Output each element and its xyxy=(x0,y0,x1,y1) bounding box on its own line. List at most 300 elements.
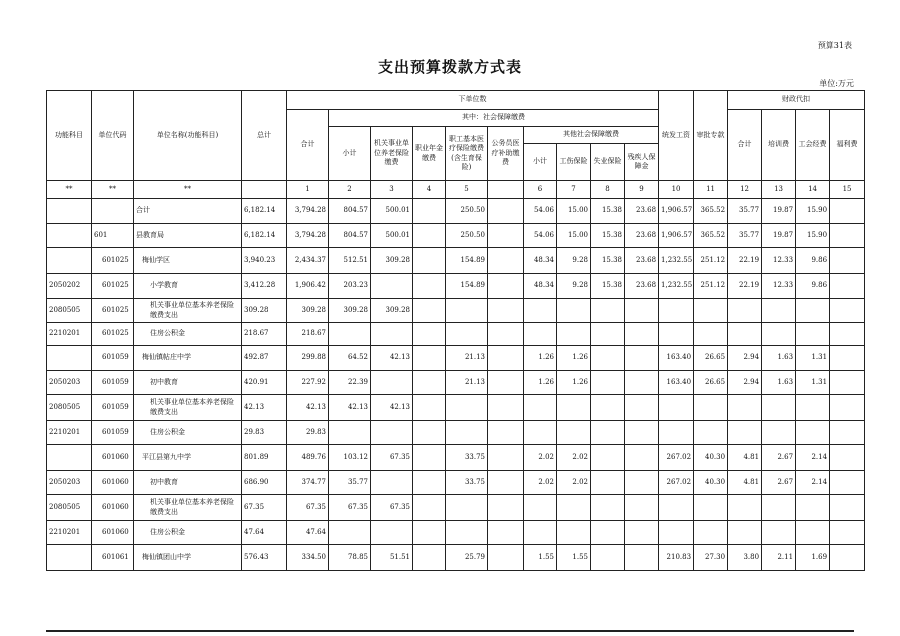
value-cell xyxy=(524,299,557,323)
header-salary: 统发工资 xyxy=(659,91,694,181)
value-cell: 33.75 xyxy=(446,471,488,495)
value-cell: 1.26 xyxy=(557,346,591,371)
value-cell: 9.28 xyxy=(557,248,591,274)
func-code-cell xyxy=(47,445,92,471)
header-medical: 职工基本医疗保险缴费(含生育保险) xyxy=(446,127,488,181)
value-cell xyxy=(591,346,625,371)
value-cell xyxy=(728,395,762,421)
unit-code-cell: 601025 xyxy=(92,274,134,299)
value-cell xyxy=(591,395,625,421)
unit-name-cell: 机关事业单位基本养老保险缴费支出 xyxy=(134,395,242,421)
value-cell: 2.14 xyxy=(796,445,830,471)
header-social-subtotal: 小计 xyxy=(329,127,371,181)
value-cell xyxy=(371,521,413,545)
value-cell: 2.02 xyxy=(557,445,591,471)
value-cell xyxy=(413,371,446,395)
value-cell: 23.68 xyxy=(625,248,659,274)
value-cell: 9.86 xyxy=(796,274,830,299)
value-cell: 42.13 xyxy=(242,395,287,421)
index-cell: 1 xyxy=(287,181,329,199)
value-cell xyxy=(413,395,446,421)
value-cell xyxy=(413,495,446,521)
func-code-cell: 2080505 xyxy=(47,299,92,323)
value-cell: 218.67 xyxy=(287,323,329,346)
index-cell: 8 xyxy=(591,181,625,199)
index-cell: 7 xyxy=(557,181,591,199)
value-cell xyxy=(762,299,796,323)
func-code-cell xyxy=(47,346,92,371)
unit-code-cell: 601059 xyxy=(92,371,134,395)
unit-name-cell: 平江县第九中学 xyxy=(134,445,242,471)
value-cell: 3,794.28 xyxy=(287,199,329,224)
unit-name-cell: 住房公积金 xyxy=(134,521,242,545)
unit-name-cell: 初中教育 xyxy=(134,371,242,395)
index-cell: 9 xyxy=(625,181,659,199)
value-cell: 25.79 xyxy=(446,545,488,571)
value-cell xyxy=(728,421,762,445)
value-cell: 29.83 xyxy=(242,421,287,445)
value-cell: 22.39 xyxy=(329,371,371,395)
value-cell xyxy=(830,346,865,371)
value-cell: 15.00 xyxy=(557,199,591,224)
header-fin-total: 合计 xyxy=(728,110,762,181)
header-pension: 机关事业单位养老保险缴费 xyxy=(371,127,413,181)
value-cell: 47.64 xyxy=(242,521,287,545)
index-cell: ** xyxy=(47,181,92,199)
table-header xyxy=(47,91,865,181)
value-cell: 42.13 xyxy=(329,395,371,421)
value-cell: 267.02 xyxy=(659,445,694,471)
index-cell: ** xyxy=(134,181,242,199)
value-cell xyxy=(413,199,446,224)
value-cell: 1,232.55 xyxy=(659,248,694,274)
value-cell: 47.64 xyxy=(287,521,329,545)
value-cell: 12.33 xyxy=(762,248,796,274)
value-cell xyxy=(762,495,796,521)
value-cell: 203.23 xyxy=(329,274,371,299)
value-cell: 40.30 xyxy=(694,445,728,471)
table-row xyxy=(47,274,865,299)
value-cell: 2.94 xyxy=(728,371,762,395)
value-cell xyxy=(488,521,524,545)
bottom-rule xyxy=(46,630,854,632)
index-cell: 6 xyxy=(524,181,557,199)
func-code-cell: 2050203 xyxy=(47,471,92,495)
value-cell: 19.87 xyxy=(762,224,796,248)
index-cell: 2 xyxy=(329,181,371,199)
value-cell: 3,794.28 xyxy=(287,224,329,248)
value-cell: 19.87 xyxy=(762,199,796,224)
value-cell: 21.13 xyxy=(446,346,488,371)
value-cell xyxy=(830,224,865,248)
value-cell xyxy=(694,421,728,445)
value-cell xyxy=(413,274,446,299)
value-cell xyxy=(488,445,524,471)
value-cell: 250.50 xyxy=(446,199,488,224)
unit-name-cell: 小学教育 xyxy=(134,274,242,299)
value-cell xyxy=(591,445,625,471)
value-cell: 15.90 xyxy=(796,199,830,224)
value-cell xyxy=(488,421,524,445)
value-cell: 35.77 xyxy=(728,199,762,224)
value-cell xyxy=(488,545,524,571)
unit-code-cell: 601059 xyxy=(92,346,134,371)
value-cell: 26.65 xyxy=(694,371,728,395)
index-cell: 4 xyxy=(413,181,446,199)
func-code-cell xyxy=(47,545,92,571)
value-cell: 154.89 xyxy=(446,248,488,274)
value-cell xyxy=(488,274,524,299)
value-cell: 309.28 xyxy=(287,299,329,323)
value-cell: 334.50 xyxy=(287,545,329,571)
value-cell: 2.67 xyxy=(762,471,796,495)
value-cell xyxy=(659,495,694,521)
value-cell: 67.35 xyxy=(371,445,413,471)
value-cell xyxy=(830,323,865,346)
value-cell xyxy=(557,395,591,421)
value-cell: 27.30 xyxy=(694,545,728,571)
value-cell xyxy=(446,521,488,545)
unit-name-cell: 梅仙镇团山中学 xyxy=(134,545,242,571)
value-cell xyxy=(524,323,557,346)
value-cell: 1.31 xyxy=(796,346,830,371)
value-cell: 22.19 xyxy=(728,248,762,274)
index-row xyxy=(47,181,865,199)
value-cell xyxy=(591,299,625,323)
value-cell: 42.13 xyxy=(371,395,413,421)
value-cell xyxy=(625,471,659,495)
value-cell: 40.30 xyxy=(694,471,728,495)
unit-code-cell: 601060 xyxy=(92,521,134,545)
value-cell: 2,434.37 xyxy=(287,248,329,274)
value-cell xyxy=(659,299,694,323)
value-cell xyxy=(625,346,659,371)
value-cell: 309.28 xyxy=(329,299,371,323)
value-cell: 9.86 xyxy=(796,248,830,274)
value-cell: 512.51 xyxy=(329,248,371,274)
value-cell xyxy=(446,495,488,521)
value-cell: 210.83 xyxy=(659,545,694,571)
value-cell xyxy=(728,521,762,545)
index-cell: 13 xyxy=(762,181,796,199)
value-cell xyxy=(625,323,659,346)
value-cell: 42.13 xyxy=(287,395,329,421)
value-cell xyxy=(329,421,371,445)
value-cell xyxy=(488,248,524,274)
value-cell xyxy=(557,323,591,346)
value-cell: 15.38 xyxy=(591,248,625,274)
value-cell xyxy=(413,545,446,571)
value-cell xyxy=(371,323,413,346)
header-unemployment: 失业保险 xyxy=(591,144,625,181)
value-cell: 1.26 xyxy=(524,371,557,395)
value-cell: 103.12 xyxy=(329,445,371,471)
value-cell: 1,232.55 xyxy=(659,274,694,299)
value-cell: 1.55 xyxy=(557,545,591,571)
value-cell: 251.12 xyxy=(694,248,728,274)
value-cell xyxy=(830,371,865,395)
value-cell xyxy=(796,495,830,521)
header-social-ins-note: 其中：社会保障缴费 xyxy=(329,110,659,127)
value-cell: 267.02 xyxy=(659,471,694,495)
value-cell: 35.77 xyxy=(329,471,371,495)
value-cell: 1.55 xyxy=(524,545,557,571)
value-cell xyxy=(413,248,446,274)
unit-code-cell: 601 xyxy=(92,224,134,248)
value-cell: 576.43 xyxy=(242,545,287,571)
value-cell: 67.35 xyxy=(242,495,287,521)
value-cell: 15.90 xyxy=(796,224,830,248)
value-cell: 15.38 xyxy=(591,199,625,224)
value-cell: 1.69 xyxy=(796,545,830,571)
value-cell xyxy=(830,521,865,545)
header-other-subtotal: 小计 xyxy=(524,144,557,181)
value-cell: 420.91 xyxy=(242,371,287,395)
value-cell xyxy=(728,323,762,346)
value-cell: 15.38 xyxy=(591,274,625,299)
value-cell xyxy=(524,521,557,545)
value-cell: 9.28 xyxy=(557,274,591,299)
index-cell: 14 xyxy=(796,181,830,199)
value-cell xyxy=(591,323,625,346)
value-cell: 29.83 xyxy=(287,421,329,445)
value-cell xyxy=(625,445,659,471)
table-row xyxy=(47,199,865,224)
func-code-cell: 2210201 xyxy=(47,521,92,545)
value-cell xyxy=(625,545,659,571)
value-cell xyxy=(413,421,446,445)
value-cell xyxy=(694,299,728,323)
header-injury: 工伤保险 xyxy=(557,144,591,181)
unit-name-cell: 梅仙镇帖庄中学 xyxy=(134,346,242,371)
document-title: 支出预算拨款方式表 xyxy=(377,58,522,76)
value-cell: 2.02 xyxy=(557,471,591,495)
value-cell: 23.68 xyxy=(625,274,659,299)
value-cell xyxy=(591,471,625,495)
value-cell: 365.52 xyxy=(694,199,728,224)
value-cell: 78.85 xyxy=(329,545,371,571)
value-cell xyxy=(413,346,446,371)
value-cell xyxy=(796,299,830,323)
value-cell: 2.11 xyxy=(762,545,796,571)
value-cell: 54.06 xyxy=(524,224,557,248)
value-cell: 492.87 xyxy=(242,346,287,371)
unit-name-cell: 初中教育 xyxy=(134,471,242,495)
value-cell xyxy=(488,395,524,421)
value-cell: 67.35 xyxy=(287,495,329,521)
value-cell: 42.13 xyxy=(371,346,413,371)
value-cell: 309.28 xyxy=(242,299,287,323)
value-cell: 12.33 xyxy=(762,274,796,299)
header-lower-unit-pay: 下单位数 xyxy=(287,91,659,110)
value-cell xyxy=(625,395,659,421)
value-cell xyxy=(557,299,591,323)
value-cell xyxy=(413,299,446,323)
budget-table xyxy=(46,90,865,571)
value-cell: 26.65 xyxy=(694,346,728,371)
func-code-cell: 2210201 xyxy=(47,421,92,445)
value-cell xyxy=(762,395,796,421)
value-cell: 1,906.42 xyxy=(287,274,329,299)
unit-code-cell: 601060 xyxy=(92,471,134,495)
value-cell xyxy=(488,371,524,395)
value-cell: 489.76 xyxy=(287,445,329,471)
value-cell: 154.89 xyxy=(446,274,488,299)
header-approval-fund: 审批专款 xyxy=(694,91,728,181)
value-cell xyxy=(413,445,446,471)
unit-name-cell: 机关事业单位基本养老保险缴费支出 xyxy=(134,495,242,521)
value-cell: 2.94 xyxy=(728,346,762,371)
value-cell xyxy=(488,323,524,346)
value-cell xyxy=(728,495,762,521)
value-cell xyxy=(625,495,659,521)
table-row xyxy=(47,395,865,421)
value-cell xyxy=(488,346,524,371)
page-number: 预算31表 xyxy=(817,41,852,50)
func-code-cell xyxy=(47,224,92,248)
unit-name-cell: 县教育局 xyxy=(134,224,242,248)
table-row xyxy=(47,323,865,346)
index-cell: 11 xyxy=(694,181,728,199)
value-cell: 2.67 xyxy=(762,445,796,471)
table-row xyxy=(47,346,865,371)
value-cell xyxy=(796,395,830,421)
value-cell: 251.12 xyxy=(694,274,728,299)
value-cell xyxy=(329,521,371,545)
header-welfare: 福利费 xyxy=(830,110,865,181)
value-cell xyxy=(796,323,830,346)
value-cell: 309.28 xyxy=(371,248,413,274)
index-cell: 10 xyxy=(659,181,694,199)
func-code-cell: 2080505 xyxy=(47,395,92,421)
value-cell xyxy=(796,421,830,445)
value-cell: 500.01 xyxy=(371,199,413,224)
value-cell xyxy=(446,323,488,346)
value-cell xyxy=(830,421,865,445)
table-row xyxy=(47,495,865,521)
value-cell xyxy=(591,371,625,395)
value-cell xyxy=(446,395,488,421)
value-cell xyxy=(625,421,659,445)
header-unit-name: 单位名称(功能科目) xyxy=(134,91,242,181)
value-cell xyxy=(762,323,796,346)
unit-name-cell: 住房公积金 xyxy=(134,421,242,445)
value-cell xyxy=(625,371,659,395)
header-annuity: 职业年金缴费 xyxy=(413,127,446,181)
value-cell xyxy=(659,323,694,346)
value-cell: 804.57 xyxy=(329,224,371,248)
table-body xyxy=(47,181,865,571)
value-cell: 67.35 xyxy=(371,495,413,521)
unit-code-cell: 601060 xyxy=(92,495,134,521)
value-cell: 3.80 xyxy=(728,545,762,571)
value-cell xyxy=(524,421,557,445)
value-cell xyxy=(557,495,591,521)
value-cell xyxy=(830,274,865,299)
value-cell xyxy=(625,299,659,323)
value-cell: 51.51 xyxy=(371,545,413,571)
value-cell: 1.26 xyxy=(557,371,591,395)
value-cell xyxy=(591,521,625,545)
value-cell xyxy=(659,521,694,545)
table-row xyxy=(47,371,865,395)
table-row xyxy=(47,224,865,248)
value-cell xyxy=(446,421,488,445)
header-civil-medical: 公务员医疗补助缴费 xyxy=(488,127,524,181)
value-cell xyxy=(413,521,446,545)
func-code-cell xyxy=(47,199,92,224)
value-cell: 1,906.57 xyxy=(659,199,694,224)
value-cell: 21.13 xyxy=(446,371,488,395)
value-cell: 1,906.57 xyxy=(659,224,694,248)
value-cell xyxy=(625,521,659,545)
value-cell xyxy=(488,199,524,224)
value-cell xyxy=(557,421,591,445)
value-cell: 6,182.14 xyxy=(242,199,287,224)
value-cell xyxy=(488,495,524,521)
value-cell xyxy=(591,545,625,571)
header-total: 总计 xyxy=(242,91,287,181)
value-cell xyxy=(488,224,524,248)
value-cell xyxy=(694,495,728,521)
func-code-cell xyxy=(47,248,92,274)
unit-name-cell: 机关事业单位基本养老保险缴费支出 xyxy=(134,299,242,323)
value-cell: 250.50 xyxy=(446,224,488,248)
value-cell: 67.35 xyxy=(329,495,371,521)
index-cell xyxy=(488,181,524,199)
func-code-cell: 2210201 xyxy=(47,323,92,346)
value-cell xyxy=(413,224,446,248)
table-row xyxy=(47,248,865,274)
unit-code-cell xyxy=(92,199,134,224)
value-cell: 1.26 xyxy=(524,346,557,371)
table-row xyxy=(47,445,865,471)
value-cell: 163.40 xyxy=(659,371,694,395)
value-cell: 48.34 xyxy=(524,248,557,274)
func-code-cell: 2080505 xyxy=(47,495,92,521)
header-func-code: 功能科目 xyxy=(47,91,92,181)
value-cell xyxy=(694,395,728,421)
unit-code-cell: 601025 xyxy=(92,323,134,346)
unit-name-cell: 合计 xyxy=(134,199,242,224)
value-cell xyxy=(371,421,413,445)
table-row xyxy=(47,299,865,323)
header-other-social: 其他社会保障缴费 xyxy=(524,127,659,144)
header-training: 培训费 xyxy=(762,110,796,181)
value-cell: 227.92 xyxy=(287,371,329,395)
value-cell: 64.52 xyxy=(329,346,371,371)
value-cell xyxy=(371,371,413,395)
value-cell xyxy=(830,248,865,274)
header-subtotal-all: 合计 xyxy=(287,110,329,181)
value-cell: 23.68 xyxy=(625,199,659,224)
value-cell xyxy=(591,495,625,521)
index-cell: 5 xyxy=(446,181,488,199)
unit-code-cell: 601060 xyxy=(92,445,134,471)
value-cell: 54.06 xyxy=(524,199,557,224)
value-cell: 22.19 xyxy=(728,274,762,299)
header-finance-agent: 财政代扣 xyxy=(728,91,865,110)
value-cell xyxy=(728,299,762,323)
func-code-cell: 2050202 xyxy=(47,274,92,299)
value-cell: 4.81 xyxy=(728,445,762,471)
value-cell: 3,940.23 xyxy=(242,248,287,274)
value-cell xyxy=(413,323,446,346)
value-cell: 48.34 xyxy=(524,274,557,299)
value-cell xyxy=(830,395,865,421)
value-cell: 218.67 xyxy=(242,323,287,346)
value-cell: 33.75 xyxy=(446,445,488,471)
